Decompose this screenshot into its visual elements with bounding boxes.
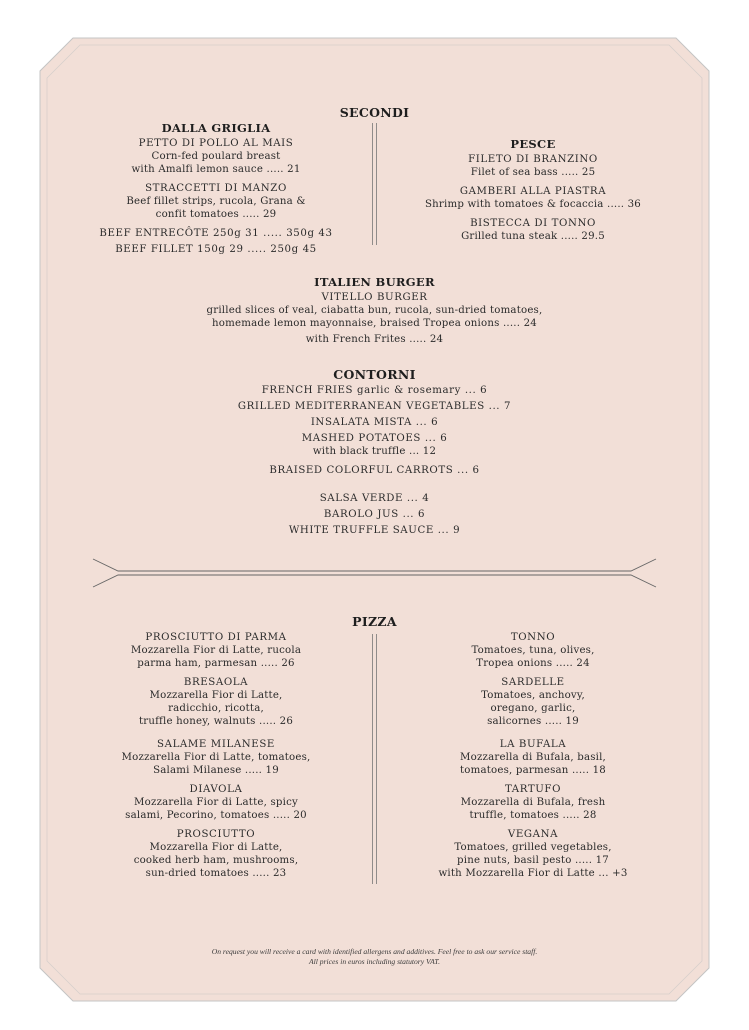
pesce-item-desc: Grilled tuna steak ..... 29.5 <box>461 231 605 242</box>
burger-desc: grilled slices of veal, ciabatta bun, rucola, sun-dried tomatoes, <box>206 305 543 316</box>
pizza-item-desc: Mozzarella Fior di Latte, tomatoes, <box>121 752 311 763</box>
griglia-item-desc: Beef fillet strips, rucola, Grana & <box>126 196 306 207</box>
griglia-item-desc: Corn-fed poulard breast <box>151 151 281 162</box>
allergen-note-line1: On request you will receive a card with identified allergens and additives. Feel free to ask our service staff. <box>211 947 538 956</box>
pesce-item-desc: Shrimp with tomatoes & focaccia ..... 36 <box>424 199 641 210</box>
allergen-note-line2: All prices in euros including statutory VAT. <box>309 957 440 966</box>
pesce-heading: PESCE <box>510 137 556 151</box>
pizza-item-desc: Salami Milanese ..... 19 <box>153 765 279 776</box>
burger-name: VITELLO BURGER <box>321 292 428 303</box>
griglia-heading: DALLA GRIGLIA <box>161 121 271 135</box>
pizza-item-desc: salicornes ..... 19 <box>487 716 579 727</box>
pizza-item-desc: Tomatoes, anchovy, <box>481 690 585 701</box>
pizza-item-name: SALAME MILANESE <box>157 739 275 750</box>
griglia-item-desc: with Amalfi lemon sauce ..... 21 <box>131 164 301 175</box>
pizza-item-name: BRESAOLA <box>183 677 249 688</box>
pesce-item-name: GAMBERI ALLA PIASTRA <box>459 186 607 197</box>
pizza-item-name: VEGANA <box>507 829 559 840</box>
pizza-left-column <box>86 631 346 880</box>
pizza-item-desc: truffle honey, walnuts ..... 26 <box>138 716 294 727</box>
sauces-list <box>0 492 749 537</box>
pizza-item-desc: Mozzarella di Bufala, fresh <box>460 797 606 808</box>
pizza-item-name: PROSCIUTTO DI PARMA <box>145 632 287 643</box>
griglia-item-desc: confit tomatoes ..... 29 <box>155 209 277 220</box>
pizza-item-name: LA BUFALA <box>499 739 567 750</box>
pizza-item-desc: Mozzarella Fior di Latte, <box>149 842 283 853</box>
pizza-item-desc: Tropea onions ..... 24 <box>476 658 590 669</box>
pizza-item-desc: parma ham, parmesan ..... 26 <box>137 658 295 669</box>
pizza-item-name: SARDELLE <box>501 677 565 688</box>
burger-desc: homemade lemon mayonnaise, braised Tropea onions ..... 24 <box>212 318 537 329</box>
pesce-item-desc: Filet of sea bass ..... 25 <box>470 167 596 178</box>
pizza-item-desc: salami, Pecorino, tomatoes ..... 20 <box>125 810 307 821</box>
sauce-item: BAROLO JUS ... 6 <box>323 509 426 520</box>
pizza-item-name: DIAVOLA <box>189 784 243 795</box>
pizza-item-desc: pine nuts, basil pesto ..... 17 <box>457 855 609 866</box>
griglia-item-name: BEEF FILLET 150g 29 ..... 250g 45 <box>115 244 317 255</box>
pizza-item-desc: sun-dried tomatoes ..... 23 <box>145 868 287 879</box>
secondi-heading: SECONDI <box>339 105 410 120</box>
pizza-item-name: TARTUFO <box>504 784 562 795</box>
pizza-item-desc: oregano, garlic, <box>490 703 576 714</box>
pizza-item-desc: Tomatoes, tuna, olives, <box>471 645 595 656</box>
pizza-item-desc: radicchio, ricotta, <box>168 703 264 714</box>
contorni-item: INSALATA MISTA ... 6 <box>310 417 439 428</box>
pizza-item-desc: Mozzarella Fior di Latte, spicy <box>134 797 298 808</box>
burger-heading: ITALIEN BURGER <box>314 275 435 289</box>
pizza-item-name: TONNO <box>510 632 556 643</box>
sauce-item: SALSA VERDE ... 4 <box>319 493 430 504</box>
pizza-item-name: PROSCIUTTO <box>176 829 256 840</box>
griglia-item-name: BEEF ENTRECÔTE 250g 31 ..... 350g 43 <box>99 228 333 239</box>
pesce-item-name: FILETO DI BRANZINO <box>468 154 598 165</box>
contorni-heading: CONTORNI <box>333 367 416 382</box>
pizza-right-column <box>403 631 663 880</box>
griglia-item-name: STRACCETTI DI MANZO <box>145 183 287 194</box>
pizza-item-desc: Mozzarella Fior di Latte, rucola <box>130 645 302 656</box>
pizza-heading: PIZZA <box>352 614 397 629</box>
pizza-item-desc: truffle, tomatoes ..... 28 <box>469 810 597 821</box>
pizza-item-desc: Mozzarella Fior di Latte, <box>149 690 283 701</box>
burger-block <box>0 291 749 346</box>
pizza-item-desc: with Mozzarella Fior di Latte ... +3 <box>438 868 628 879</box>
griglia-item-name: PETTO DI POLLO AL MAIS <box>138 138 294 149</box>
pesce-items <box>403 153 663 243</box>
pizza-item-desc: Mozzarella di Bufala, basil, <box>460 752 606 763</box>
pizza-item-desc: tomatoes, parmesan ..... 18 <box>460 765 606 776</box>
contorni-item: BRAISED COLORFUL CARROTS ... 6 <box>269 465 480 476</box>
contorni-item: FRENCH FRIES garlic & rosemary ... 6 <box>261 385 488 396</box>
burger-extra: with French Frites ..... 24 <box>305 334 444 345</box>
pizza-item-desc: Tomatoes, grilled vegetables, <box>454 842 612 853</box>
griglia-items <box>86 137 346 256</box>
contorni-item: GRILLED MEDITERRANEAN VEGETABLES ... 7 <box>237 401 512 412</box>
pizza-item-desc: cooked herb ham, mushrooms, <box>133 855 299 866</box>
contorni-items <box>0 384 749 477</box>
allergen-note <box>0 947 749 967</box>
contorni-item-sub: with black truffle ... 12 <box>312 446 437 457</box>
contorni-item: MASHED POTATOES ... 6 <box>301 433 448 444</box>
sauce-item: WHITE TRUFFLE SAUCE ... 9 <box>288 525 461 536</box>
pesce-item-name: BISTECCA DI TONNO <box>470 218 596 229</box>
